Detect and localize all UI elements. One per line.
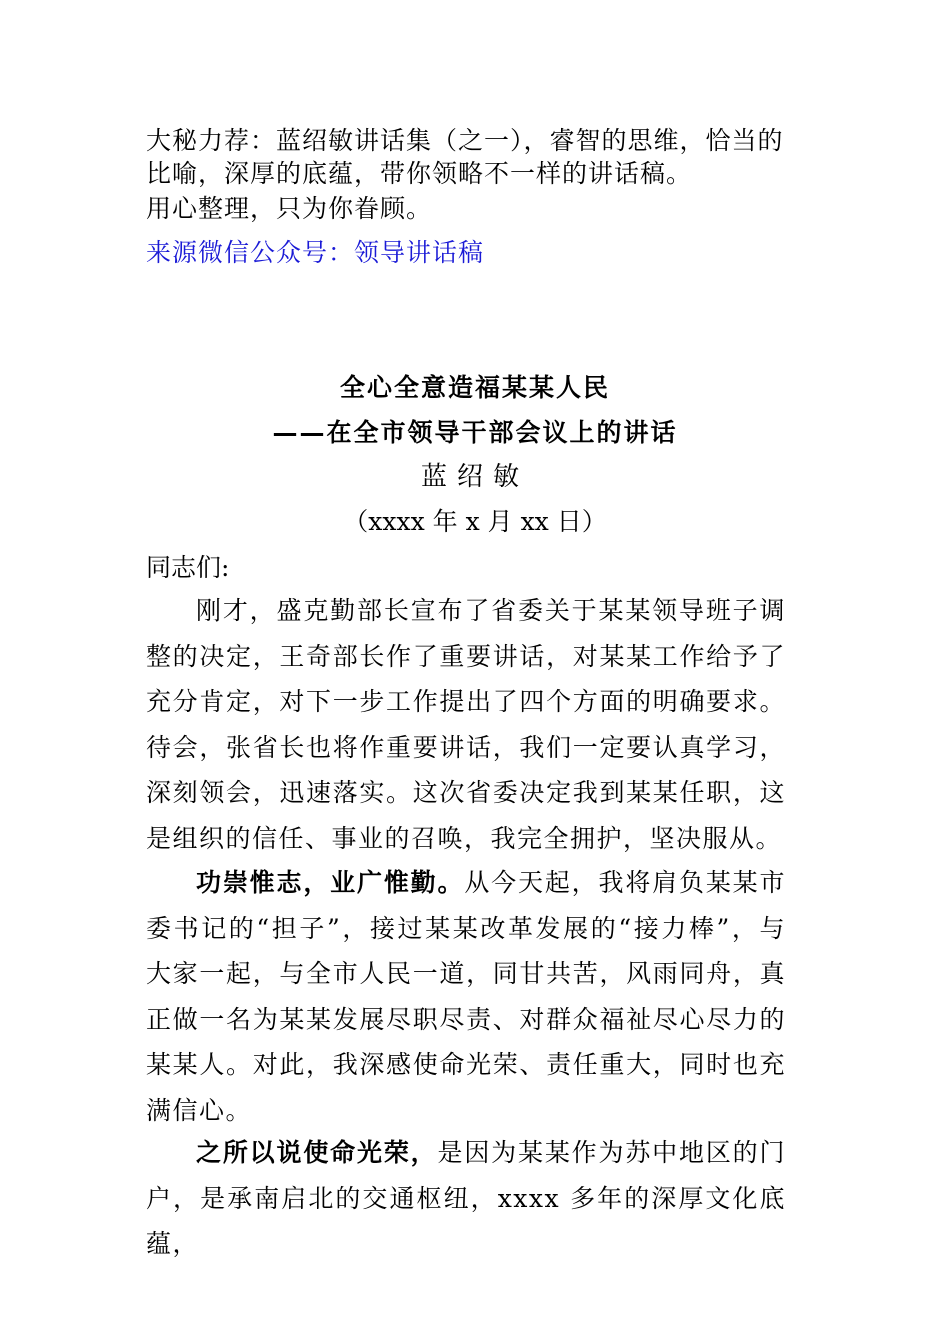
paragraph-text: 从今天起，我将肩负某某市委书记的“担子”，接过某某改革发展的“接力棒”，与大家一起，与全市人民一道，同甘共苦，风雨同舟，真正做一名为某某发展尽职尽责、对群众福祉尽心尽力的某某人。对此，我深感使命光荣、责任重大，同时也充满信心。 bbox=[146, 868, 786, 1125]
speech-greeting: 同志们: bbox=[146, 553, 230, 582]
paragraph-lead: 之所以说使命光荣， bbox=[196, 1138, 438, 1167]
paragraph-text: 刚才，盛克勤部长宣布了省委关于某某领导班子调整的决定，王奇部长作了重要讲话，对某某工作给予了充分肯定，对下一步工作提出了四个方面的明确要求。待会，张省长也将作重要讲话，我们一定要认真学习，深刻领会，迅速落实。这次省委决定我到某某任职，这是组织的信任、事业的召唤，我完全拥护，坚决服从。 bbox=[146, 596, 786, 853]
paragraph-text: 是因为某某作为苏中地区的门户，是承南启北的交通枢纽，xxxx 多年的深厚文化底蕴， bbox=[146, 1138, 786, 1258]
paragraph-lead: 功崇惟志，业广惟勤。 bbox=[196, 868, 465, 897]
speech-author: 蓝绍敏 bbox=[420, 462, 529, 492]
body-paragraph-1 bbox=[146, 588, 786, 861]
source-link[interactable]: 来源微信公众号：领导讲话稿 bbox=[146, 238, 485, 267]
intro-recommendation: 大秘力荐：蓝绍敏讲话集（之一），睿智的思维，恰当的比喻，深厚的底蕴，带你领略不一样的讲话稿。 bbox=[146, 126, 784, 188]
body-paragraph-3 bbox=[146, 1130, 786, 1267]
speech-subtitle: ——在全市领导干部会议上的讲话 bbox=[272, 418, 678, 447]
body-paragraph-2 bbox=[146, 860, 786, 1133]
speech-date: （xxxx 年 x 月 xx 日） bbox=[343, 507, 607, 536]
speech-title: 全心全意造福某某人民 bbox=[339, 373, 610, 402]
intro-note: 用心整理，只为你眷顾。 bbox=[146, 194, 433, 223]
